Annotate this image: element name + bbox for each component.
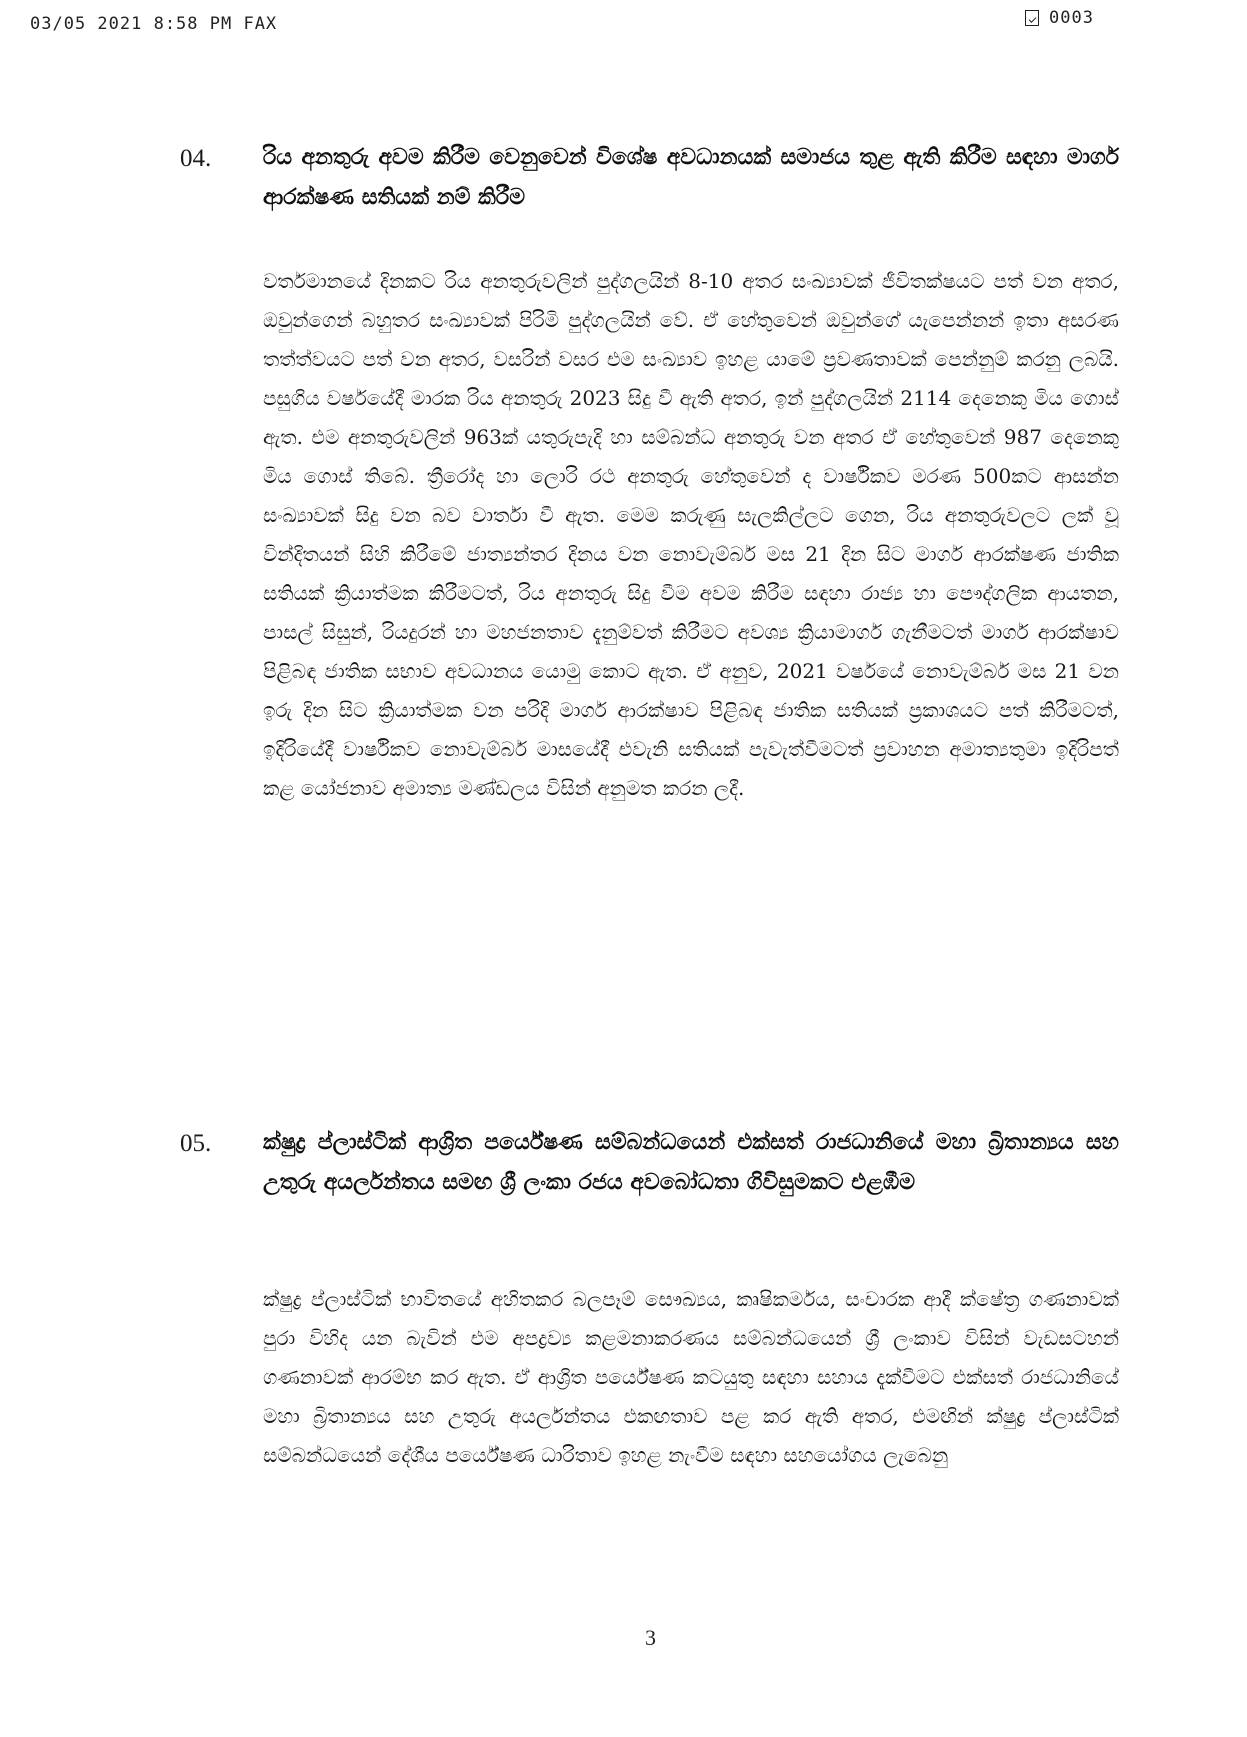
fax-page-code-text: 0003 — [1049, 8, 1094, 28]
fax-page-code — [1025, 8, 1094, 28]
fax-timestamp: 03/05 2021 8:58 PM FAX — [30, 14, 278, 34]
section-title: රිය අනතුරු අවම කිරීම වෙනුවෙන් විශේෂ අවධානයක් සමාජය තුළ ඇති කිරීම සඳහා මාර්ග ආරක්ෂණ සතියක් නම් කිරීම — [263, 145, 1119, 210]
section-body: ක්ෂුද්‍ර ප්ලාස්ටික් භාවිතයේ අහිතකර බලපෑම් සෞඛ්‍යය, කෘෂිකර්මය, සංචාරක ආදී ක්ෂේත්‍ර ගණනාවක් පුරා විහිද යන බැවින් එම අපද්‍රව්‍ය කළමනාකරණය සම්බන්ධයෙන් ශ්‍රී ලංකාව විසින් වැඩසටහන් ගණනාවක් ආරම්භ කර ඇත. ඒ ආශ්‍රිත පර්යේෂණ කටයුතු සඳහා සහාය දැක්වීමට එක්සත් රාජධානියේ මහා බ්‍රිතාන්‍යය සහ උතුරු අයර්ලන්තය එකඟතාව පළ කර ඇති අතර, එමඟින් ක්ෂුද්‍ර ප්ලාස්ටික් සම්බන්ධයෙන් දේශීය පර්යේෂණ ධාරිතාව ඉහළ නැංවීම සඳහා සහයෝගය ලැබෙනු — [263, 1287, 1119, 1467]
checkbox-icon — [1025, 10, 1039, 26]
page-number: 3 — [645, 1625, 656, 1650]
section-title: ක්ෂුද්‍ර ප්ලාස්ටික් ආශ්‍රිත පර්යේෂණ සම්බන්ධයෙන් එක්සත් රාජධානියේ මහා බ්‍රිතාන්‍යය සහ උතුරු අයර්ලන්තය සමඟ ශ්‍රී ලංකා රජය අවබෝධතා ගිවිසුමකට එළඹීම — [263, 1130, 1119, 1195]
section-body: වර්තමානයේ දිනකට රිය අනතුරුවලින් පුද්ගලයින් 8-10 අතර සංඛ්‍යාවක් ජීවිතක්ෂයට පත් වන අතර, ඔවුන්ගෙන් බහුතර සංඛ්‍යාවක් පිරිමි පුද්ගලයින් වේ. ඒ හේතුවෙන් ඔවුන්ගේ යැපෙන්නන් ඉතා අසරණ තත්ත්වයට පත් වන අතර, වසරින් වසර එම සංඛ්‍යාව ඉහළ යාමේ ප්‍රවණතාවක් පෙන්නුම් කරනු ලබයි. පසුගිය වර්ෂයේදී මාරක රිය අනතුරු 2023 සිදු වී ඇති අතර, ඉන් පුද්ගලයින් 2114 දෙනෙකු මිය ගොස් ඇත. එම අනතුරුවලින් 963ක් යතුරුපැදි හා සම්බන්ධ අනතුරු වන අතර ඒ හේතුවෙන් 987 දෙනෙකු මිය ගොස් තිබේ. ත්‍රීරෝද හා ලොරි රථ අනතුරු හේතුවෙන් ද වාර්ෂිකව මරණ 500කට ආසන්න සංඛ්‍යාවක් සිදු වන බව වාර්තා වී ඇත. මෙම කරුණු සැලකිල්ලට ගෙන, රිය අනතුරුවලට ලක් වූ වින්දිතයන් සිහි කිරීමේ ජාත්‍යන්තර දිනය වන නොවැම්බර් මස 21 දින සිට මාර්ග ආරක්ෂණ ජාතික සතියක් ක්‍රියාත්මක කිරීමටත්, රිය අනතුරු සිදු වීම අවම කිරීම සඳහා රාජ්‍ය හා පෞද්ගලික ආයතන, පාසල් සිසුන්, රියදුරන් හා මහජනතාව දැනුම්වත් කිරීමට අවශ්‍ය ක්‍රියාමාර්ග ගැනීමටත් මාර්ග ආරක්ෂාව පිළිබඳ ජාතික සභාව අවධානය යොමු කොට ඇත. ඒ අනුව, 2021 වර්ෂයේ නොවැම්බර් මස 21 වන ඉරු දින සිට ක්‍රියාත්මක වන පරිදි මාර්ග ආරක්ෂාව පිළිබඳ ජාතික සතියක් ප්‍රකාශයට පත් කිරීමටත්, ඉදිරියේදී වාර්ෂිකව නොවැම්බර් මාසයේදී එවැනි සතියක් පැවැත්වීමටත් ප්‍රවාහන අමාත්‍යතුමා ඉදිරිපත් කළ යෝජනාව අමාත්‍ය මණ්ඩලය විසින් අනුමත කරන ලදී. — [263, 269, 1119, 800]
section-number: 05. — [180, 1130, 212, 1157]
section-number: 04. — [180, 145, 212, 172]
